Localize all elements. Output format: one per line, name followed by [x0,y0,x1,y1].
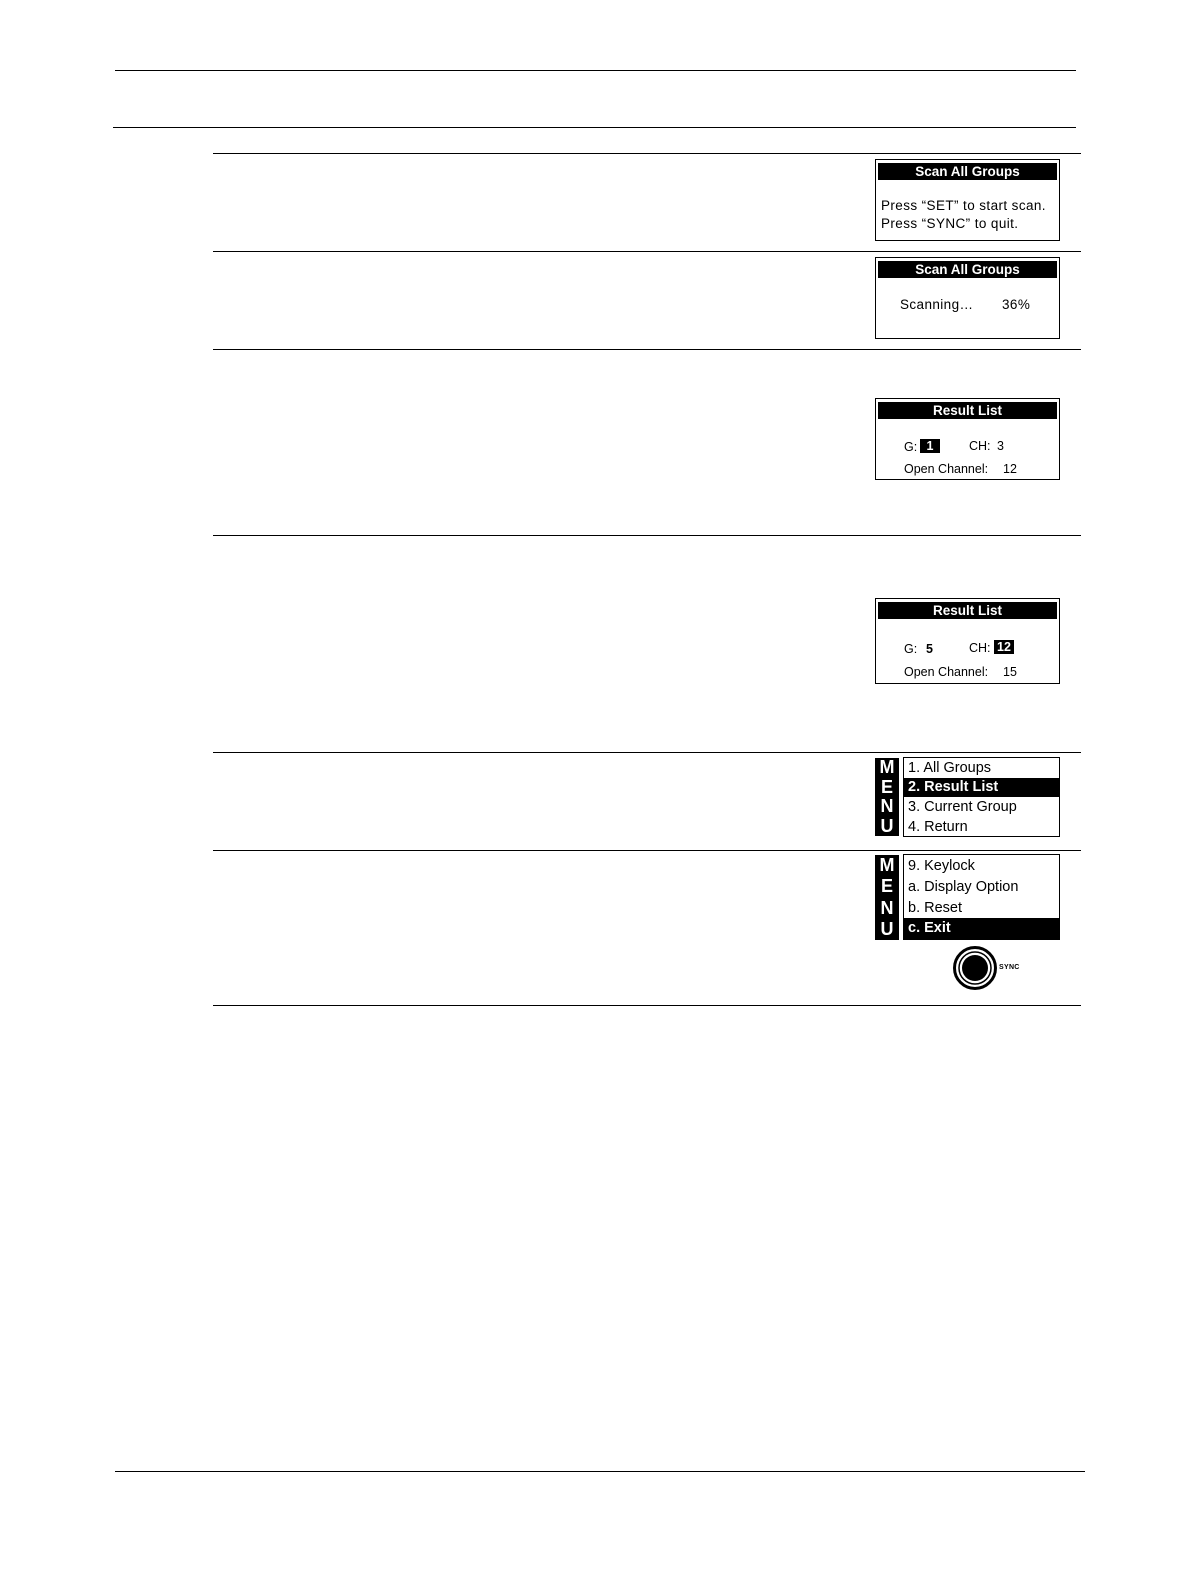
group-value-highlighted: 1 [920,439,940,453]
sync-button-icon [953,946,997,990]
menu-letter: M [879,855,895,875]
menu-list-scan [903,757,1060,837]
table-rule-6 [213,850,1081,851]
menu-side-label [875,855,899,940]
group-label: G: [904,440,918,454]
menu-item-reset[interactable]: b. Reset [908,900,962,916]
menu-side-label [875,758,899,836]
lcd-title: Result List [878,402,1057,419]
scan-percent: 36% [1002,297,1031,312]
lcd-scanning [875,257,1060,339]
menu-letter: E [880,776,893,797]
menu-letter: N [880,897,894,918]
channel-value: 3 [997,439,1004,453]
channel-label: CH: [969,641,991,655]
table-rule-4 [213,535,1081,536]
channel-label: CH: [969,439,991,453]
lcd-instruction-sync: Press “SYNC” to quit. [881,216,1019,231]
menu-letter: N [880,796,894,816]
menu-item-keylock[interactable]: 9. Keylock [908,858,975,874]
header-rule-top [115,70,1076,71]
menu-item-all-groups[interactable]: 1. All Groups [908,760,992,776]
menu-list-settings [903,854,1060,940]
menu-letter: U [880,918,894,939]
lcd-title: Scan All Groups [878,261,1057,278]
menu-item-result-list[interactable]: 2. Result List [904,778,1059,797]
scan-status-text: Scanning… [900,297,974,312]
group-value: 5 [926,642,933,656]
table-rule-1 [213,153,1081,154]
table-rule-3 [213,349,1081,350]
table-rule-5 [213,752,1081,753]
open-channel-label: Open Channel: [904,665,989,679]
menu-item-return[interactable]: 4. Return [908,819,968,835]
lcd-title: Scan All Groups [878,163,1057,180]
lcd-scan-prompt [875,159,1060,241]
lcd-title: Result List [878,602,1057,619]
menu-letter: E [880,876,893,897]
open-channel-value: 12 [1003,462,1017,476]
table-rule-2 [213,251,1081,252]
table-rule-7 [213,1005,1081,1006]
lcd-instruction-set: Press “SET” to start scan. [881,198,1046,213]
footer-rule [115,1471,1085,1472]
menu-letter: U [880,815,894,836]
open-channel-value: 15 [1003,665,1017,679]
lcd-result-list-group [875,398,1060,480]
menu-item-current-group[interactable]: 3. Current Group [908,799,1017,815]
lcd-result-list-channel [875,598,1060,684]
sync-button-label: SYNC [999,964,1020,971]
header-rule-bottom [113,127,1076,128]
menu-item-display-option[interactable]: a. Display Option [908,879,1019,895]
menu-item-exit[interactable]: c. Exit [904,918,1059,939]
menu-letter: M [879,757,895,777]
open-channel-label: Open Channel: [904,462,989,476]
group-label: G: [904,642,918,656]
channel-value-highlighted: 12 [994,640,1014,654]
